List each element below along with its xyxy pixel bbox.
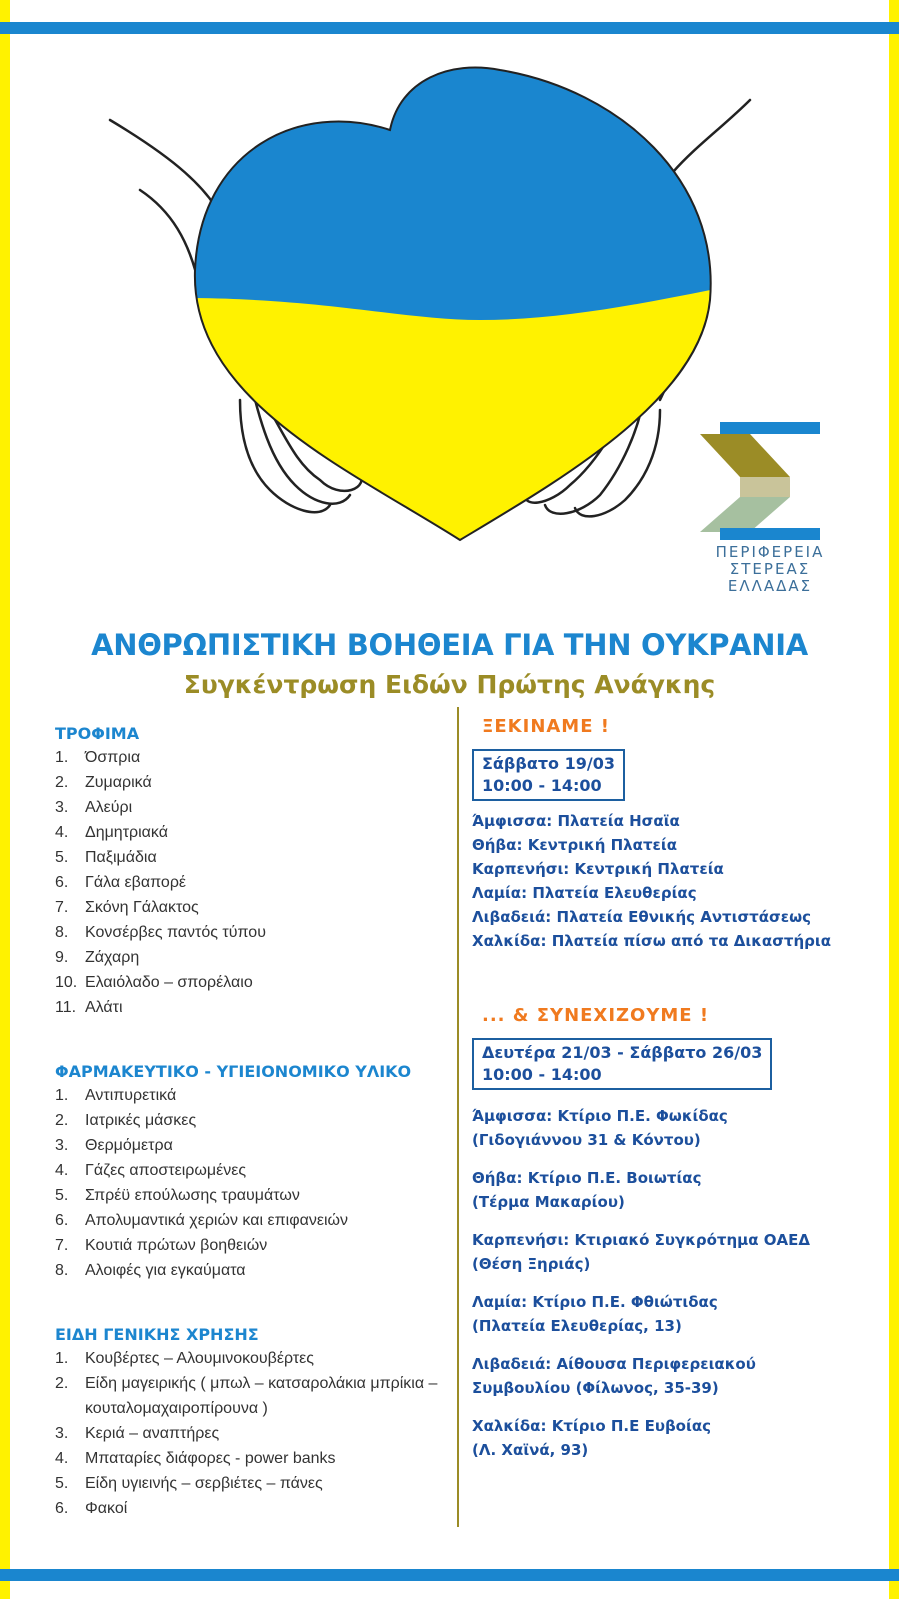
logo-text-2: ΣΤΕΡΕΑΣ bbox=[729, 560, 811, 578]
list-item-number: 7. bbox=[55, 1237, 69, 1254]
list-item-number: 1. bbox=[55, 1087, 69, 1104]
medical-list bbox=[55, 1083, 455, 1283]
list-item-text: Φακοί bbox=[85, 1500, 128, 1517]
list-item-text: Κουβέρτες – Αλουμινοκουβέρτες bbox=[85, 1350, 314, 1367]
general-list bbox=[55, 1346, 455, 1521]
location-line: Καρπενήσι: Κτιριακό Συγκρότημα ΟΑΕΔ bbox=[472, 1231, 810, 1249]
list-item-number: 10. bbox=[55, 974, 78, 991]
list-item bbox=[55, 1346, 455, 1371]
list-item bbox=[55, 1446, 455, 1471]
list-item-number: 11. bbox=[55, 999, 77, 1016]
location-block bbox=[472, 1228, 872, 1276]
list-item bbox=[55, 770, 455, 795]
location-line: Καρπενήσι: Κεντρική Πλατεία bbox=[472, 860, 724, 878]
list-item-text: Όσπρια bbox=[85, 749, 141, 766]
list-item-number: 6. bbox=[55, 1212, 69, 1229]
food-list bbox=[55, 745, 455, 1020]
list-item-text: Παξιμάδια bbox=[85, 849, 157, 866]
yellow-border-left bbox=[0, 0, 10, 1599]
list-item-text: Είδη υγιεινής – σερβιέτες – πάνες bbox=[85, 1475, 323, 1492]
list-item bbox=[55, 795, 455, 820]
location-block bbox=[472, 1414, 872, 1462]
list-item-text: Κουτιά πρώτων βοηθειών bbox=[85, 1237, 268, 1254]
location-line: (Πλατεία Ελευθερίας, 13) bbox=[472, 1317, 682, 1335]
list-item-text: Απολυμαντικά χεριών και επιφανειών bbox=[85, 1212, 348, 1229]
section-food bbox=[55, 724, 455, 1020]
list-item-text: Αντιπυρετικά bbox=[85, 1087, 177, 1104]
blue-border-bottom bbox=[0, 1569, 899, 1581]
section-heading: ΤΡΟΦΙΜΑ bbox=[55, 724, 140, 743]
list-item bbox=[55, 1183, 455, 1208]
location-block bbox=[472, 1166, 872, 1214]
list-item bbox=[55, 745, 455, 770]
list-item bbox=[55, 970, 455, 995]
phase2-heading: ... & ΣΥΝΕΧΙΖΟΥΜΕ ! bbox=[482, 1005, 710, 1026]
list-item-number: 2. bbox=[55, 774, 69, 791]
section-heading: ΕΙΔΗ ΓΕΝΙΚΗΣ ΧΡΗΣΗΣ bbox=[55, 1325, 259, 1344]
location-line: Συμβουλίου (Φίλωνος, 35-39) bbox=[472, 1379, 719, 1397]
list-item bbox=[55, 920, 455, 945]
phase1-heading: ΞΕΚΙΝΑΜΕ ! bbox=[482, 716, 610, 737]
location-line: Άμφισσα: Κτίριο Π.Ε. Φωκίδας bbox=[472, 1107, 728, 1125]
list-item-number: 2. bbox=[55, 1375, 69, 1392]
column-divider bbox=[457, 707, 459, 1527]
list-item bbox=[55, 1208, 455, 1233]
list-item-text: Γάλα εβαπορέ bbox=[85, 874, 187, 891]
list-item bbox=[55, 1258, 455, 1283]
list-item-number: 6. bbox=[55, 1500, 69, 1517]
list-item-text: Ζάχαρη bbox=[85, 949, 140, 966]
location-line: Χαλκίδα: Πλατεία πίσω από τα Δικαστήρια bbox=[472, 932, 832, 950]
phase2-time: 10:00 - 14:00 bbox=[482, 1065, 602, 1084]
list-item-text: Ζυμαρικά bbox=[85, 774, 152, 791]
page-title: ΑΝΘΡΩΠΙΣΤΙΚΗ ΒΟΗΘΕΙΑ ΓΙΑ ΤΗΝ ΟΥΚΡΑΝΙΑ bbox=[91, 628, 808, 662]
location-line: (Λ. Χαϊνά, 93) bbox=[472, 1441, 589, 1459]
location-line: Θήβα: Κεντρική Πλατεία bbox=[472, 836, 678, 854]
list-item-text: Μπαταρίες διάφορες - power banks bbox=[85, 1450, 336, 1467]
list-item-number: 1. bbox=[55, 1350, 69, 1367]
list-item bbox=[55, 820, 455, 845]
yellow-border-right bbox=[889, 0, 899, 1599]
location-block bbox=[472, 1352, 872, 1400]
list-item-number: 5. bbox=[55, 1475, 69, 1492]
section-general bbox=[55, 1325, 455, 1521]
phase1-date: Σάββατο 19/03 bbox=[482, 754, 615, 773]
list-item-number: 3. bbox=[55, 1425, 69, 1442]
list-item bbox=[55, 1083, 455, 1108]
list-item-text: Κεριά – αναπτήρες bbox=[85, 1425, 220, 1442]
page-subtitle: Συγκέντρωση Ειδών Πρώτης Ανάγκης bbox=[183, 670, 716, 699]
list-item-number: 3. bbox=[55, 1137, 69, 1154]
location-block bbox=[472, 1290, 872, 1338]
logo-text-3: ΕΛΛΑΔΑΣ bbox=[727, 577, 813, 595]
location-line: Λιβαδειά: Αίθουσα Περιφερειακού bbox=[472, 1355, 756, 1373]
location-line: (Γιδογιάννου 31 & Κόντου) bbox=[472, 1131, 701, 1149]
list-item-number: 2. bbox=[55, 1112, 69, 1129]
location-line: Λιβαδειά: Πλατεία Εθνικής Αντιστάσεως bbox=[472, 908, 811, 926]
location-line: Θήβα: Κτίριο Π.Ε. Βοιωτίας bbox=[472, 1169, 702, 1187]
location-line: Χαλκίδα: Κτίριο Π.Ε Ευβοίας bbox=[472, 1417, 712, 1435]
list-item-number: 4. bbox=[55, 824, 69, 841]
list-item bbox=[55, 1133, 455, 1158]
list-item bbox=[55, 1158, 455, 1183]
location-line: (Τέρμα Μακαρίου) bbox=[472, 1193, 625, 1211]
schedule-column bbox=[472, 716, 872, 1462]
list-item-text: Αλοιφές για εγκαύματα bbox=[85, 1262, 246, 1279]
list-item-text: Κονσέρβες παντός τύπου bbox=[85, 924, 266, 941]
section-heading: ΦΑΡΜΑΚΕΥΤΙΚΟ - ΥΓΙΕΙΟΝΟΜΙΚΟ ΥΛΙΚΟ bbox=[55, 1062, 412, 1081]
phase2-locations bbox=[472, 1104, 872, 1462]
blue-border-top bbox=[0, 22, 899, 34]
phase2-datebox bbox=[472, 1038, 772, 1090]
list-item-text: Γάζες αποστειρωμένες bbox=[85, 1162, 247, 1179]
phase1-locations bbox=[472, 809, 872, 953]
heart-hands-illustration bbox=[100, 40, 760, 560]
list-item bbox=[55, 1421, 455, 1446]
list-item-text: Αλεύρι bbox=[85, 799, 133, 816]
region-logo bbox=[700, 422, 840, 595]
list-item-number: 5. bbox=[55, 1187, 69, 1204]
list-item-text: Σκόνη Γάλακτος bbox=[85, 899, 199, 916]
list-item bbox=[55, 1471, 455, 1496]
location-block bbox=[472, 1104, 872, 1152]
location-line: (Θέση Ξηριάς) bbox=[472, 1255, 591, 1273]
list-item bbox=[55, 845, 455, 870]
location-line: Λαμία: Πλατεία Ελευθερίας bbox=[472, 884, 697, 902]
list-item-text: Ιατρικές μάσκες bbox=[85, 1112, 197, 1129]
section-medical bbox=[55, 1062, 455, 1283]
list-item bbox=[55, 945, 455, 970]
phase1-time: 10:00 - 14:00 bbox=[482, 776, 602, 795]
logo-text-1: ΠΕΡΙΦΕΡΕΙΑ bbox=[715, 543, 825, 561]
list-item-number: 8. bbox=[55, 924, 69, 941]
phase2-date: Δευτέρα 21/03 - Σάββατο 26/03 bbox=[482, 1043, 763, 1062]
list-item bbox=[55, 870, 455, 895]
list-item-number: 3. bbox=[55, 799, 69, 816]
list-item-text: Είδη μαγειρικής ( μπωλ – κατσαρολάκια μπρίκια – κουταλομαχαιροπίρουνα ) bbox=[85, 1375, 438, 1417]
list-item bbox=[55, 995, 455, 1020]
list-item bbox=[55, 1371, 455, 1421]
list-item-number: 4. bbox=[55, 1450, 69, 1467]
list-item-number: 9. bbox=[55, 949, 69, 966]
list-item-text: Δημητριακά bbox=[85, 824, 168, 841]
list-item-text: Θερμόμετρα bbox=[85, 1137, 173, 1154]
list-item-text: Ελαιόλαδο – σπορέλαιο bbox=[85, 974, 253, 991]
list-item bbox=[55, 1496, 455, 1521]
sigma-logo-icon bbox=[700, 422, 840, 540]
list-item-number: 8. bbox=[55, 1262, 69, 1279]
list-item bbox=[55, 895, 455, 920]
location-line: Άμφισσα: Πλατεία Ησαϊα bbox=[472, 812, 680, 830]
list-item-number: 4. bbox=[55, 1162, 69, 1179]
list-item-number: 7. bbox=[55, 899, 69, 916]
list-item-text: Σπρέϋ επούλωσης τραυμάτων bbox=[85, 1187, 300, 1204]
list-item-number: 6. bbox=[55, 874, 69, 891]
list-item-text: Αλάτι bbox=[85, 999, 123, 1016]
location-line: Λαμία: Κτίριο Π.Ε. Φθιώτιδας bbox=[472, 1293, 718, 1311]
list-item-number: 1. bbox=[55, 749, 69, 766]
list-item bbox=[55, 1108, 455, 1133]
list-item-number: 5. bbox=[55, 849, 69, 866]
list-item bbox=[55, 1233, 455, 1258]
phase1-datebox bbox=[472, 749, 625, 801]
items-column bbox=[55, 724, 455, 1521]
